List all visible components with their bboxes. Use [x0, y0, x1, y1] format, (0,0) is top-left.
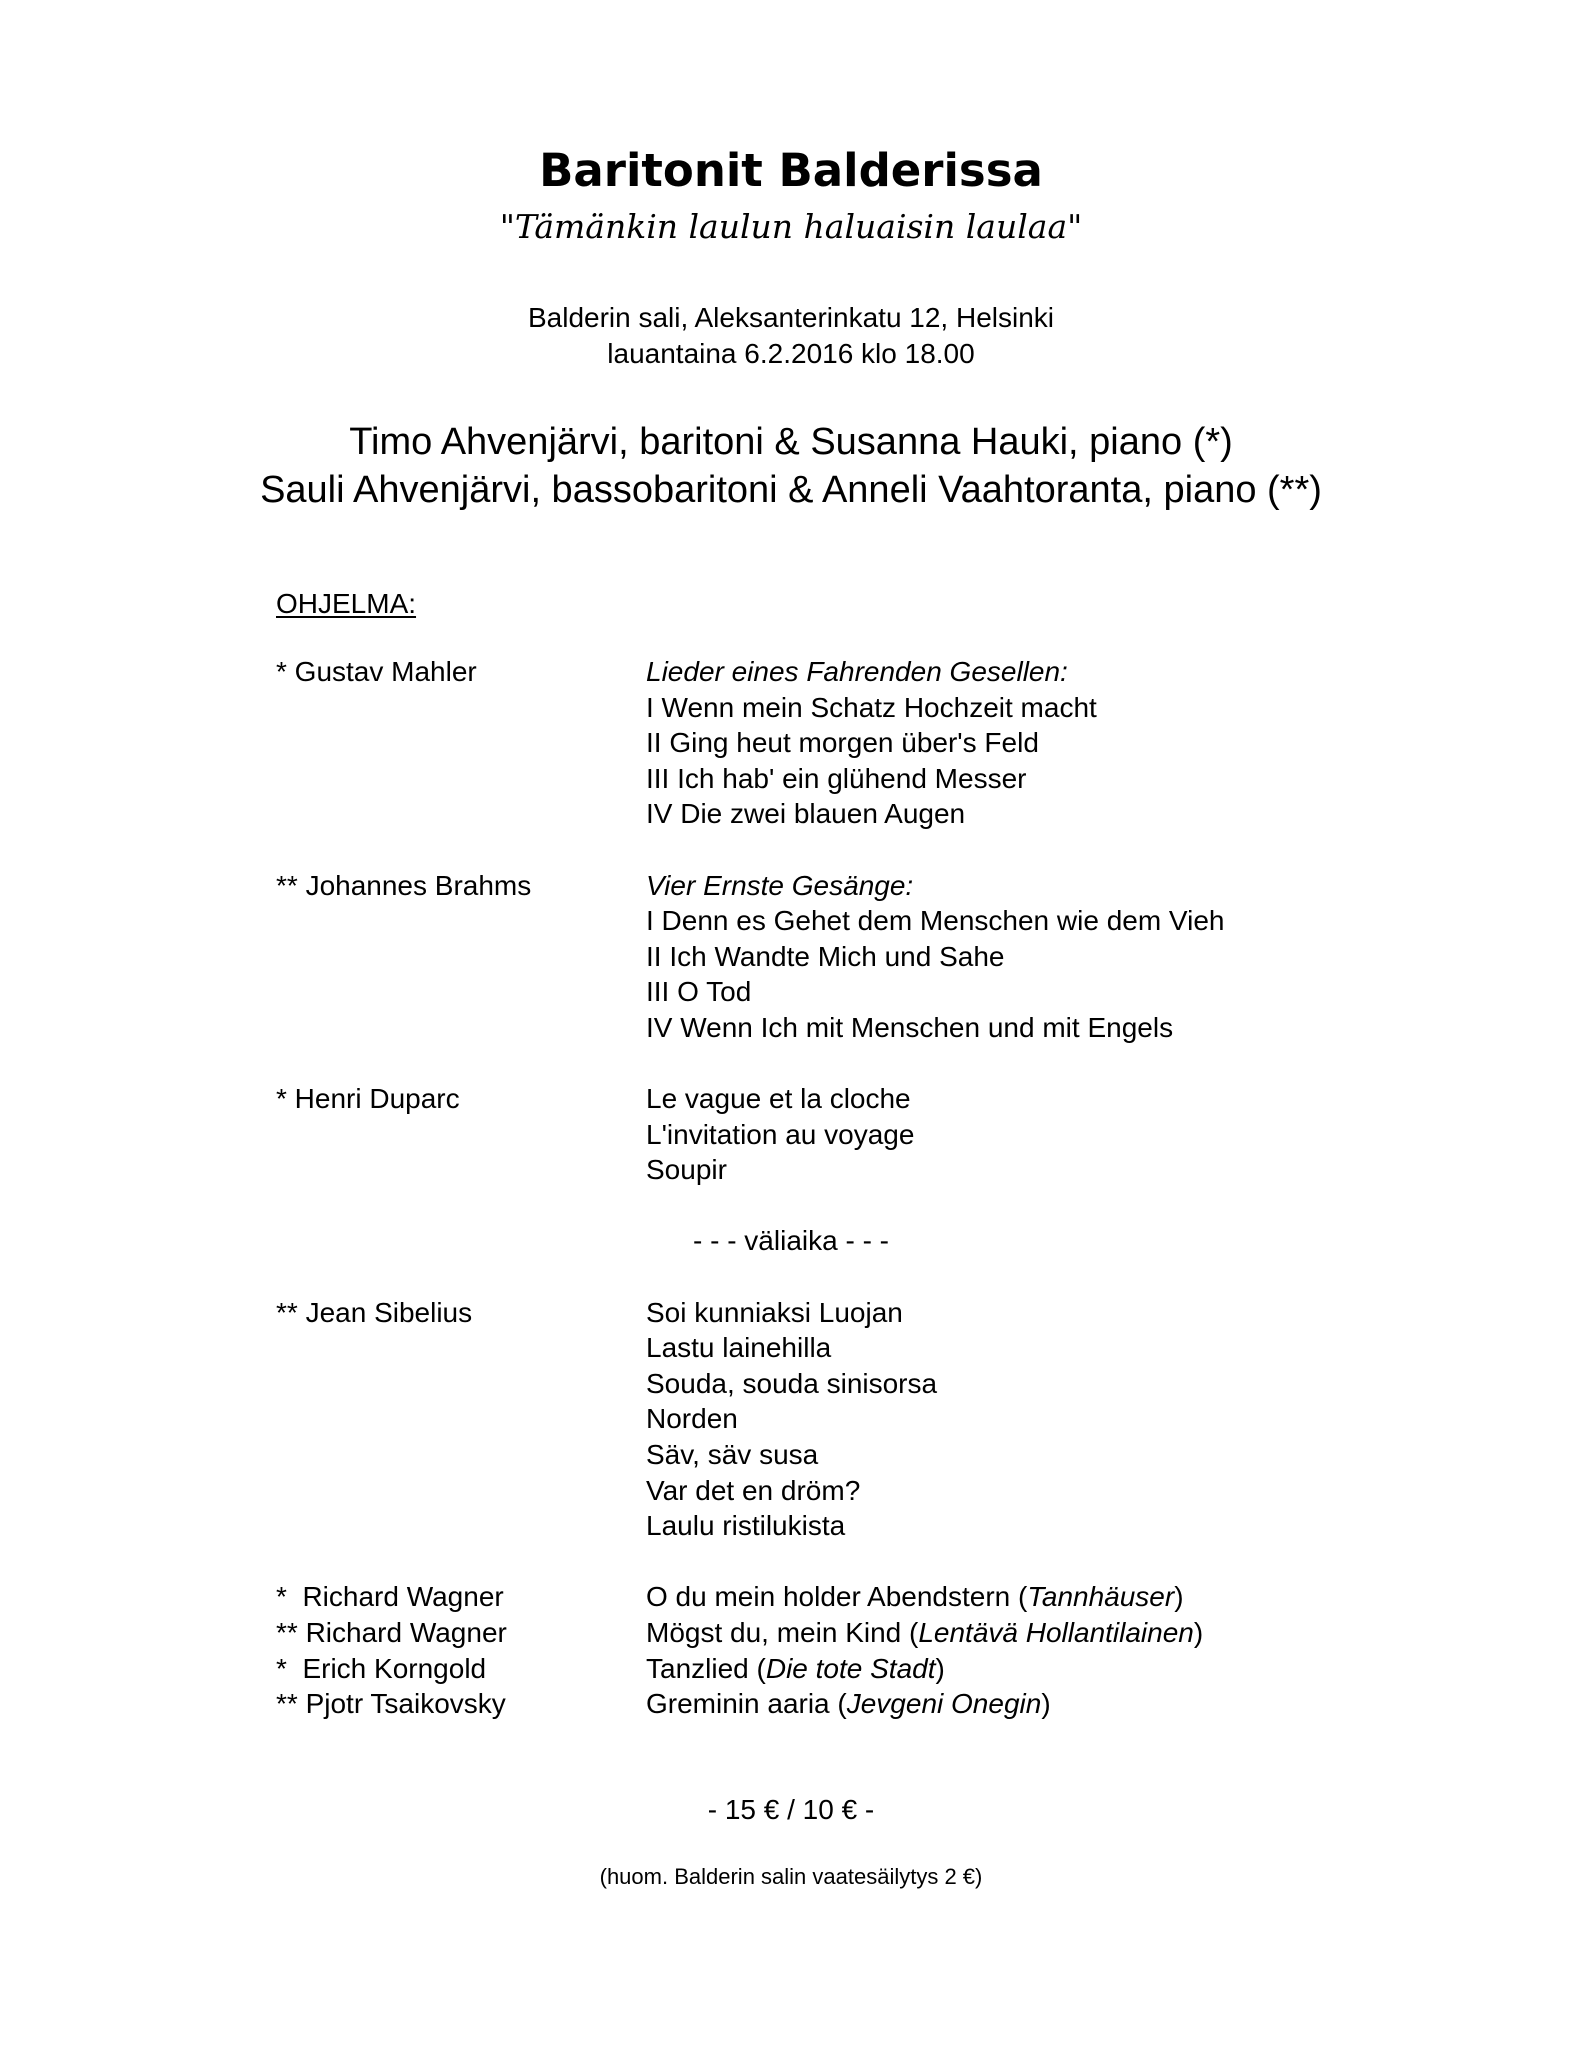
aria-title: Tanzlied ( [646, 1652, 766, 1684]
song-title: I Wenn mein Schatz Hochzeit macht [646, 691, 1097, 723]
program-entry-aria [276, 1579, 1376, 1615]
song-title: I Denn es Gehet dem Menschen wie dem Vieh [646, 905, 1225, 937]
composer-name: * Erich Korngold [276, 1652, 487, 1684]
song-title: Var det en dröm? [646, 1474, 861, 1506]
aria-close: ) [1193, 1617, 1204, 1649]
program-list [276, 654, 1376, 1722]
composer-name: * Henri Duparc [276, 1083, 460, 1115]
aria-line [646, 1579, 1184, 1615]
aria-line [646, 1686, 1051, 1722]
aria-line [646, 1615, 1203, 1651]
opera-title: Die tote Stadt [765, 1652, 936, 1684]
song-title: II Ich Wandte Mich und Sahe [646, 940, 1005, 972]
performers-line-1: Timo Ahvenjärvi, baritoni & Susanna Hauki, piano (*) [349, 421, 1233, 463]
song-title: III O Tod [646, 976, 752, 1008]
aria-close: ) [1041, 1688, 1051, 1720]
program-entry-mahler [276, 654, 1376, 832]
opera-title: Lentävä Hollantilainen [918, 1617, 1194, 1649]
song-cycle-title: Vier Ernste Gesänge: [646, 869, 914, 901]
program-entry-brahms [276, 868, 1376, 1046]
song-title: Laulu ristilukista [646, 1510, 846, 1542]
performers-line-2: Sauli Ahvenjärvi, bassobaritoni & Anneli Vaahtoranta, piano (**) [260, 469, 1322, 511]
program-entry-duparc [276, 1081, 1376, 1188]
song-title: Norden [646, 1403, 738, 1435]
intermission-label: - - - väliaika - - - [693, 1225, 889, 1256]
aria-title: Mögst du, mein Kind ( [646, 1617, 919, 1649]
concert-title: Baritonit Balderissa [539, 144, 1043, 197]
aria-line [646, 1651, 945, 1687]
aria-close: ) [935, 1652, 945, 1684]
composer-name: ** Johannes Brahms [276, 869, 532, 901]
works-list [646, 868, 1224, 1046]
ticket-price: - 15 € / 10 € - [707, 1794, 875, 1825]
song-title: IV Die zwei blauen Augen [646, 798, 966, 830]
song-title: III Ich hab' ein glühend Messer [646, 762, 1027, 794]
program-entry-aria [276, 1615, 1376, 1651]
venue-line: Balderin sali, Aleksanterinkatu 12, Helsinki [527, 302, 1055, 333]
song-cycle-title: Lieder eines Fahrenden Gesellen: [646, 656, 1068, 687]
song-title: Soi kunniaksi Luojan [646, 1296, 903, 1328]
program-entry-sibelius [276, 1295, 1376, 1544]
opera-title: Jevgeni Onegin [846, 1688, 1042, 1720]
aria-title: O du mein holder Abendstern ( [646, 1581, 1028, 1613]
aria-title: Greminin aaria ( [646, 1688, 847, 1720]
song-title: L'invitation au voyage [646, 1118, 915, 1150]
composer-name: ** Pjotr Tsaikovsky [276, 1688, 506, 1720]
song-title: IV Wenn Ich mit Menschen und mit Engels [646, 1011, 1174, 1043]
composer-name: ** Richard Wagner [276, 1617, 507, 1649]
song-title: Souda, souda sinisorsa [646, 1367, 938, 1399]
works-list [646, 654, 1097, 832]
song-title: Le vague et la cloche [646, 1083, 911, 1115]
concert-subtitle: "Tämänkin laulun haluaisin laulaa" [499, 207, 1083, 246]
cloakroom-note: (huom. Balderin salin vaatesäilytys 2 €) [599, 1864, 983, 1889]
program-entry-aria [276, 1651, 1376, 1687]
aria-close: ) [1174, 1581, 1184, 1613]
song-title: Säv, säv susa [646, 1439, 819, 1471]
composer-name: * Richard Wagner [276, 1581, 504, 1613]
program-heading: OHJELMA: [276, 588, 417, 619]
composer-name: ** Jean Sibelius [276, 1296, 473, 1328]
song-title: Soupir [646, 1154, 727, 1186]
works-list [646, 1081, 914, 1188]
song-title: Lastu lainehilla [646, 1332, 832, 1364]
composer-name: * Gustav Mahler [276, 656, 477, 687]
program-entry-aria [276, 1686, 1376, 1722]
opera-title: Tannhäuser [1027, 1581, 1175, 1613]
date-line: lauantaina 6.2.2016 klo 18.00 [607, 338, 975, 369]
song-title: II Ging heut morgen über's Feld [646, 727, 1039, 759]
works-list [646, 1295, 937, 1544]
